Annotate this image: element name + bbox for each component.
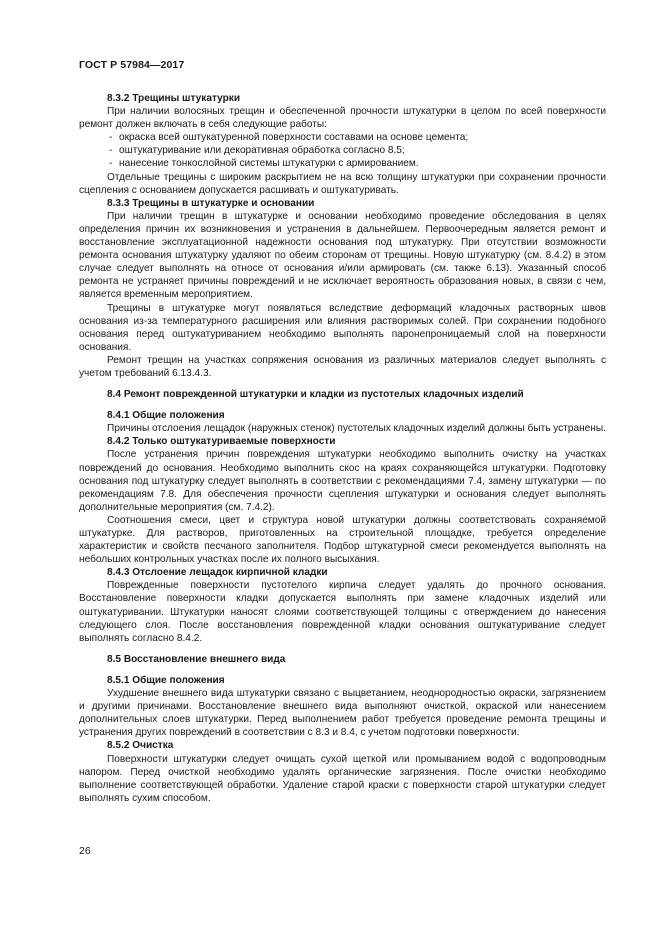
paragraph: Причины отслоения лещадок (наружных стенок) пустотелых кладочных изделий должны быть устранены. (107, 423, 606, 435)
section-title-8-3-2: 8.3.2 Трещины штукатурки (107, 93, 241, 104)
document-header: ГОСТ Р 57984—2017 (79, 59, 185, 71)
list-item: - окраска всей оштукатуренной поверхности составами на основе цемента; (109, 132, 469, 144)
list-item: - оштукатуривание или декоративная обработка согласно 8.5; (109, 145, 405, 157)
paragraph: Отдельные трещины с широким раскрытием не на всю толщину штукатурки при сохранении прочности сцепления с основанием допускается расшивать и оштукатуривать. (79, 171, 606, 196)
paragraph: Поверхности штукатурки следует очищать сухой щеткой или промыванием водой с водопроводным напором. Перед очисткой необходимо удалять органические загрязнения. После очистки необходимо выполнение соответствующей обработки. Удаление старой краски с поверхности старой штукатурки следует выполнять сухим способом. (79, 753, 606, 804)
page-number: 26 (79, 845, 91, 857)
paragraph: После устранения причин повреждения штукатурки необходимо выполнить очистку на участках повреждений до основания. Необходимо выполнить скос на краях сохраняющейся штукатурки. Подготовку основания под штукатурку следует выполнять в соответствии с рекомендациями 7.4, замену штукатурки — по рекомендациям 7.8. Для обеспечения прочности сцепления штукатурки и основания следует выполнять дополнительные мероприятия (см. 7.4.2). (79, 449, 606, 513)
section-title-8-4-1: 8.4.1 Общие положения (107, 410, 225, 422)
section-title-8-4: 8.4 Ремонт поврежденной штукатурки и кладки из пустотелых кладочных изделий (107, 389, 524, 401)
paragraph: Ремонт трещин на участках сопряжения основания из различных материалов следует выполнять с учетом требований 6.13.4.3. (79, 354, 606, 379)
work-list (79, 131, 606, 170)
document-body (79, 92, 606, 805)
paragraph: Поврежденные поверхности пустотелого кирпича следует удалять до прочного основания. Восстановление поверхности кладки допускается выполнять при замене кладочных изделий или оштукатуривании. Штукатурки наносят слоями соответствующей толщины с отверждением до нанесения следующего слоя. После восстановления поврежденной кладки основания оштукатуривание следует выполнять согласно 8.4.2. (79, 580, 606, 644)
section-title-8-5: 8.5 Восстановление внешнего вида (107, 653, 286, 665)
section-title-8-4-3: 8.4.3 Отслоение лещадок кирпичной кладки (107, 567, 328, 579)
paragraph: Трещины в штукатурке могут появляться вследствие деформаций кладочных растворных швов основания из-за температурного расширения или влияния растворимых солей. При сохранении подобного основания перед оштукатуриванием необходимо выполнять паронепроницаемый слой на поверхности основания. (79, 302, 606, 353)
list-item: - нанесение тонкослойной системы штукатурки с армированием. (109, 158, 419, 170)
paragraph: При наличии трещин в штукатурке и основании необходимо проведение обследования в целях определения причин их возникновения и устранения в дальнейшем. Первоочередным является ремонт и восстановление эксплуатационной надежности основания под штукатурку. При отсутствии возможности ремонта основания штукатурку удаляют по обеим сторонам от трещины. Новую штукатурку (см. 8.4.2) в этом случае следует выполнять на относе от основания и/или армировать (см. также 6.13). Указанный способ ремонта не устраняет причины повреждений и не исключает вероятность образования новых, в связи с чем, является временным мероприятием. (79, 210, 606, 301)
section-title-8-5-2: 8.5.2 Очистка (107, 740, 174, 752)
section-title-8-3-3: 8.3.3 Трещины в штукатурке и основании (107, 197, 315, 209)
section-title-8-5-1: 8.5.1 Общие положения (107, 674, 225, 686)
section-title-8-4-2: 8.4.2 Только оштукатуриваемые поверхности (107, 436, 336, 448)
paragraph: При наличии волосяных трещин и обеспеченной прочности штукатурки в целом по всей поверхности ремонт должен включать в себя следующие работы: (79, 106, 606, 131)
paragraph: Соотношения смеси, цвет и структура новой штукатурки должны соответствовать сохраняемой штукатурке. Для растворов, приготовленных на строительной площадке, требуется определение характеристик и свойств песчаного заполнителя. Подбор штукатурной смеси рекомендуется выполнять на небольших контрольных участках после их полного высыхания. (79, 514, 606, 566)
paragraph: Ухудшение внешнего вида штукатурки связано с выцветанием, неоднородностью окраски, загрязнением и другими причинами. Восстановление внешнего вида выполняют очисткой, окраской или нанесением дополнительных слоев штукатурки. Перед выполнением работ требуется проведение ремонта трещины и устранения других повреждений в соответствии с 8.3 и 8.4, с учетом подготовки поверхности. (79, 688, 606, 739)
